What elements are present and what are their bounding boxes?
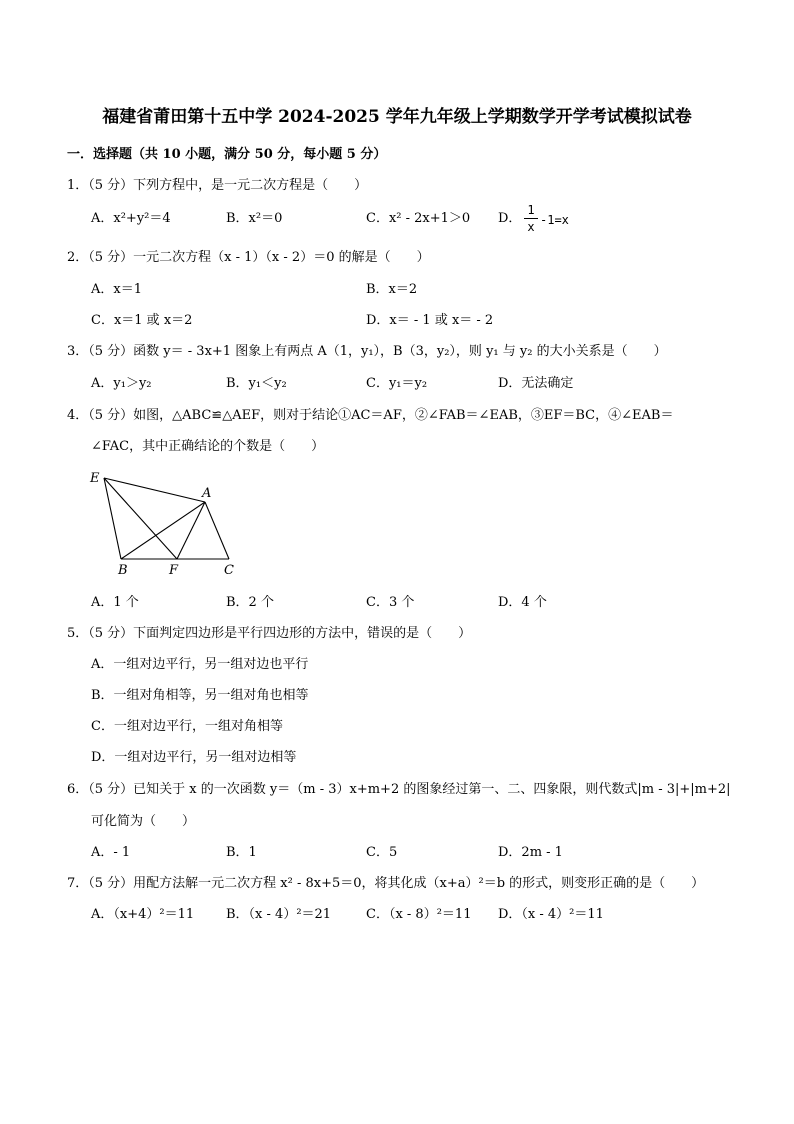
- question-1-option-b: B．x²＝0: [226, 211, 283, 226]
- question-4-option-b: B．2 个: [226, 595, 274, 610]
- question-3-option-b: B．y₁＜y₂: [226, 376, 287, 391]
- segment-eb: [104, 478, 121, 559]
- question-2-option-c: C．x＝1 或 x＝2: [91, 313, 193, 328]
- question-3-stem: 3．（5 分）函数 y＝ - 3x+1 图象上有两点 A（1，y₁），B（3，y₂），则 y₁ 与 y₂ 的大小关系是（ ）: [67, 344, 667, 359]
- segment-af: [177, 502, 205, 559]
- segment-ac: [205, 502, 229, 559]
- question-5-option-b: B．一组对角相等，另一组对角也相等: [91, 688, 309, 703]
- question-1-option-a: A．x²+y²＝4: [91, 211, 171, 226]
- question-7-option-d: D．（x - 4）²＝11: [498, 907, 604, 922]
- question-1-option-d-fraction: [524, 204, 538, 233]
- question-3-option-c: C．y₁＝y₂: [366, 376, 428, 391]
- question-4-option-d: D．4 个: [498, 595, 547, 610]
- question-2-option-d: D．x＝ - 1 或 x＝ - 2: [366, 313, 494, 328]
- label-a: A: [202, 486, 212, 501]
- question-3-option-a: A．y₁＞y₂: [91, 376, 152, 391]
- question-7-stem: 7．（5 分）用配方法解一元二次方程 x² - 8x+5＝0，将其化成（x+a）²＝b 的形式，则变形正确的是（ ）: [67, 876, 705, 891]
- fraction-denominator: x: [527, 220, 535, 234]
- question-4-option-c: C．3 个: [366, 595, 415, 610]
- question-2-option-b: B．x＝2: [366, 282, 418, 297]
- question-6-stem-line2: 可化简为（ ）: [91, 814, 196, 829]
- question-6-option-b: B．1: [226, 845, 257, 860]
- question-7-option-b: B．（x - 4）²＝21: [226, 907, 332, 922]
- fraction-numerator: 1: [527, 203, 535, 217]
- option-d-label: D．: [498, 211, 522, 226]
- question-7-option-a: A．（x+4）²＝11: [91, 907, 195, 922]
- question-6-option-a: A．- 1: [91, 845, 131, 860]
- label-e: E: [90, 471, 100, 486]
- question-2-stem: 2．（5 分）一元二次方程（x - 1）（x - 2）＝0 的解是（ ）: [67, 250, 430, 265]
- label-f: F: [169, 563, 179, 578]
- question-1-option-d-rest: -1=x: [540, 213, 569, 227]
- label-b: B: [118, 563, 128, 578]
- segment-ef: [104, 478, 177, 559]
- section-header: 一．选择题（共 10 小题，满分 50 分，每小题 5 分）: [67, 147, 387, 162]
- question-5-option-c: C．一组对边平行，一组对角相等: [91, 719, 283, 734]
- question-3-option-d: D．无法确定: [498, 376, 574, 391]
- question-5-stem: 5．（5 分）下面判定四边形是平行四边形的方法中，错误的是（ ）: [67, 626, 472, 641]
- question-5-option-d: D．一组对边平行，另一组对边相等: [91, 750, 297, 765]
- segment-ea: [104, 478, 205, 502]
- page-title: 福建省莆田第十五中学 2024-2025 学年九年级上学期数学开学考试模拟试卷: [102, 107, 692, 127]
- question-6-stem-line1: 6．（5 分）已知关于 x 的一次函数 y＝（m - 3）x+m+2 的图象经过第一、二、四象限，则代数式|m - 3|+|m+2|: [67, 782, 731, 797]
- question-4-stem-line1: 4．（5 分）如图，△ABC≌△AEF，则对于结论①AC＝AF，②∠FAB＝∠EAB，③EF＝BC，④∠EAB＝: [67, 408, 674, 423]
- question-1-option-d: [498, 212, 521, 225]
- question-4-stem-line2: ∠FAC，其中正确结论的个数是（ ）: [91, 439, 325, 454]
- question-6-option-c: C．5: [366, 845, 398, 860]
- question-7-option-c: C．（x - 8）²＝11: [366, 907, 472, 922]
- question-1-stem: 1．（5 分）下列方程中，是一元二次方程是（ ）: [67, 178, 368, 193]
- fraction-bar: [524, 218, 538, 219]
- question-5-option-a: A．一组对边平行，另一组对边也平行: [91, 657, 309, 672]
- question-1-option-c: C．x² - 2x+1＞0: [366, 211, 471, 226]
- question-4-option-a: A．1 个: [91, 595, 139, 610]
- triangle-figure: [80, 462, 260, 582]
- question-6-option-d: D．2m - 1: [498, 845, 563, 860]
- question-2-option-a: A．x＝1: [91, 282, 142, 297]
- label-c: C: [224, 563, 234, 578]
